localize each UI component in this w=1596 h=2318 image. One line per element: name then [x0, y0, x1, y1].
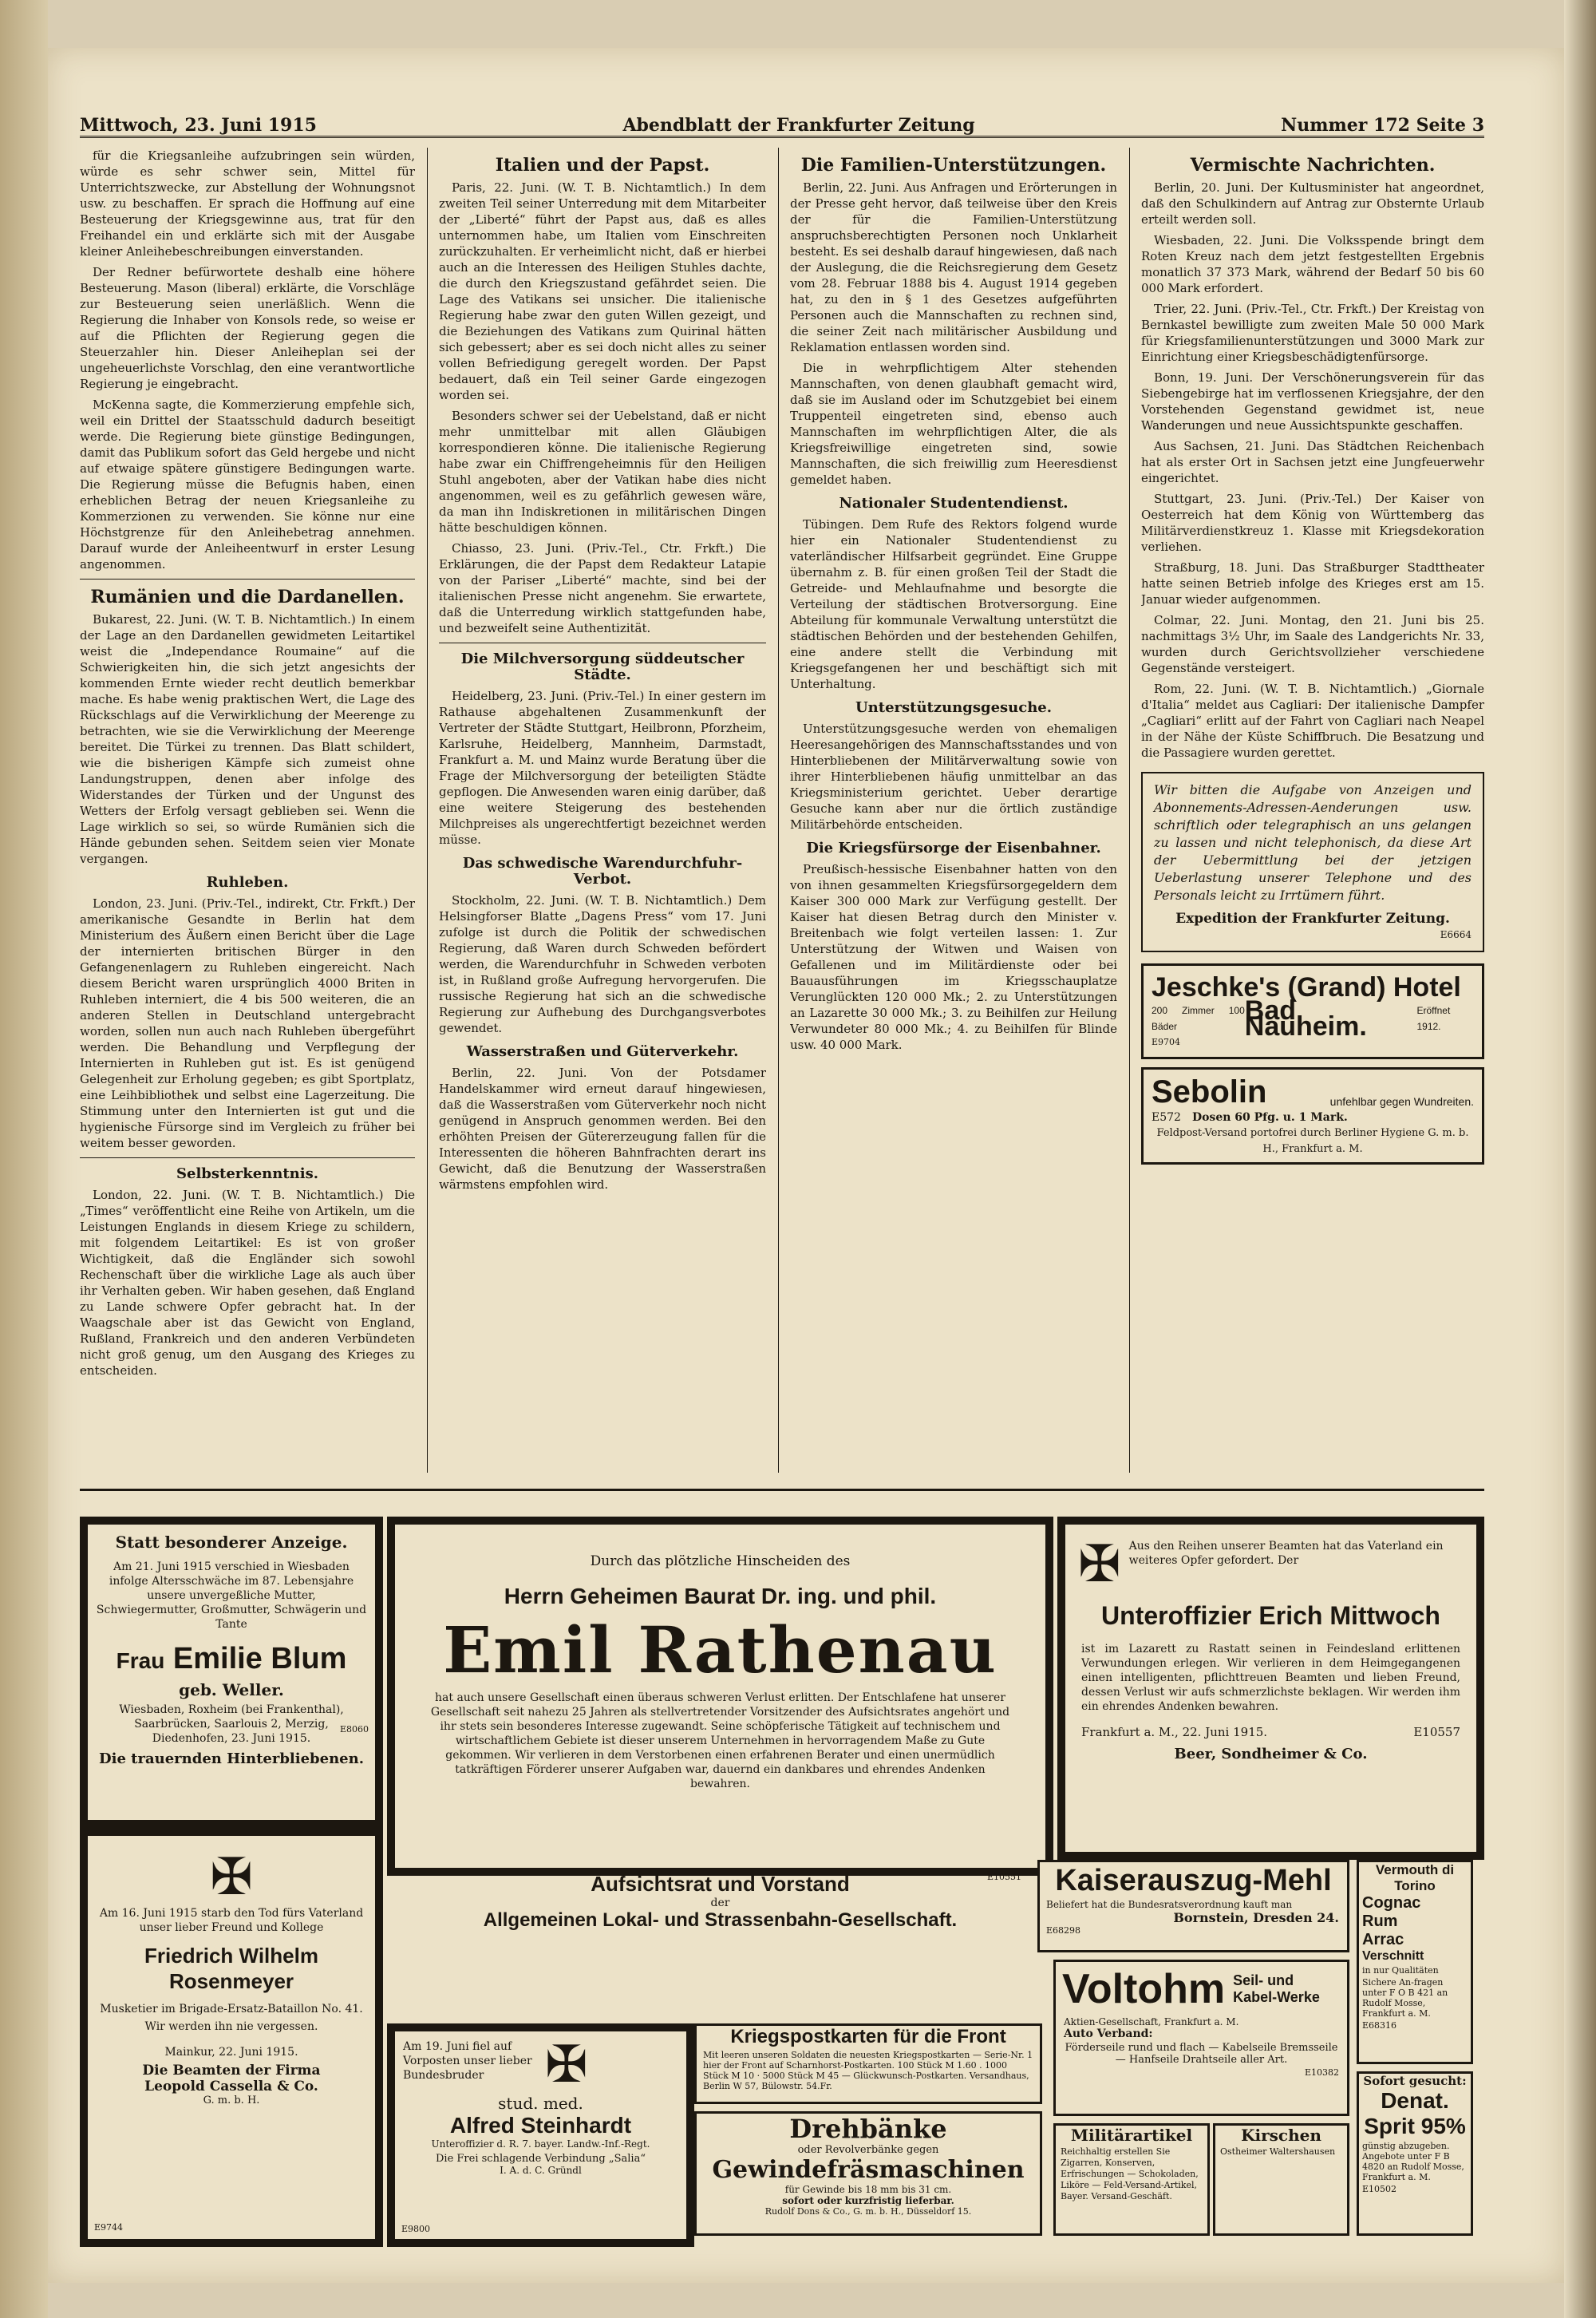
article-text: Chiasso, 23. Juni. (Priv.-Tel., Ctr. Frkft.) Die Erklärungen, die der Papst dem Redakteur Latapie von der Pariser „Liberté“ machte, sind bei der italienischen Presse nicht angenehm. Sie erwartete, daß die Unterredung wirklich stattgefunden habe, und bezweifelt seine Authentizität. [439, 541, 766, 635]
article-text: Berlin, 22. Juni. Aus Anfragen und Erörterungen in der Presse geht hervor, daß teilweise über den Kreis der für die Familien-Unterstützung anspruchsberechtigten Personen noch Unklarheit besteht. Es sei deshalb darauf hingewiesen, daß nach der Auslegung, die die Reichsregierung dem Gesetz vom 28. Februar 1888 bis 4. August 1914 gegeben hat, zu den in § 1 des Gesetzes aufgeführten Personen auch die Mannschaften zu rechnen sind, die seiner Zeit nach militärischer Ausbildung und Reklamation entlassen worden sind. [790, 180, 1117, 354]
ad-item: Rum [1362, 1913, 1398, 1930]
ad-title-2: Gewindefräsmaschinen [712, 2156, 1025, 2184]
deceased-title: Frau [116, 1648, 165, 1673]
notice-head: Statt besonderer Anzeige. [115, 1533, 348, 1552]
sprit-ad [1357, 2071, 1473, 2236]
ad-firm: Rudolf Dons & Co., G. m. b. H., Düsseldorf 15. [764, 2206, 972, 2217]
deceased-name: Alfred Steinhardt [449, 2113, 632, 2138]
ad-head: Sofort gesucht: [1363, 2074, 1467, 2088]
hotel-place: Bad Nauheim. [1244, 995, 1367, 1042]
notice-text: hat auch unsere Gesellschaft einen überaus schweren Verlust erlitten. Der Entschlafene hat unserer Gesellschaft seit nahezu 25 Jahren als stellvertretender Vorsitzender des Aufsichtsrates angehört und ihr stets sein besonderes Interesse zugewandt. Seine schöpferische Tätigkeit auf technischem und wirtschaftlichem Gebiete ist dieser unserem Unternehmen in hervorragendem Maße zu Gute gekommen. Wir verlieren in dem Verstorbenen einen erfahrenen Berater und einen unermüdlich tatkräftigen Förderer unserer Aufgaben war, dauernd ein dankbares und ehrendes Andenken bewahren. [430, 1691, 1010, 1790]
sebolin-name: Sebolin [1152, 1074, 1267, 1110]
sebolin-info: Feldpost-Versand portofrei durch Berliner Hygiene G. m. b. H., Frankfurt a. M. [1156, 1127, 1469, 1155]
death-notice-rathenau [387, 1517, 1053, 1876]
deceased-born: geb. Weller. [179, 1680, 284, 1699]
signature-line: Allgemeinen Lokal- und Strassenbahn-Gesellschaft. [483, 1909, 958, 1931]
ad-title: Voltohm [1062, 1966, 1226, 2012]
column-rule [778, 148, 779, 1473]
deceased-rank: Musketier im Brigade-Ersatz-Bataillon No. 41. [100, 2003, 363, 2015]
deceased-role: stud. med. [498, 2094, 583, 2113]
column-3 [790, 148, 1117, 1477]
notice-text: Am 21. Juni 1915 verschied in Wiesbaden infolge Altersschwäche im 87. Lebensjahre unsere unvergeßliche Mutter, Schwiegermutter, Großmutter, Schwägerin und Tante [96, 1560, 367, 1631]
article-text: Berlin, 22. Juni. Von der Potsdamer Handelskammer wird erneut darauf hingewiesen, daß die Wasserstraßen vom Güterverkehr noch nicht genügend in Anspruch genommen werden. Bei den erhöhten Preisen der Gütererzeugung fallen für die Interessenten die höheren Bahnfrachten derart ins Gewicht, daß die Benutzung der Wasserstraßen wärmstens empfohlen wird. [439, 1066, 766, 1192]
notice-head: Aus den Reihen unserer Beamten hat das Vaterland ein weiteres Opfer gefordert. Der [1128, 1540, 1444, 1567]
article-text: Wiesbaden, 22. Juni. Die Volksspende bringt dem Roten Kreuz nach dem jetzt festgestellten Ergebnis monatlich 37 373 Mark, während der Bedarf 50 bis 60 000 Mark erfordert. [1141, 233, 1484, 295]
article-text: Paris, 22. Juni. (W. T. B. Nichtamtlich.) In dem zweiten Teil seiner Unterredung mit dem Mitarbeiter der „Liberté“ führt der Papst aus, daß es alles unternommen habe, um Italien vom Einschreiten zurückzuhalten. Er verheimlicht nicht, daß er hierbei auch an die Interessen des Heiligen Stuhles dachte, die durch den Kriegszustand gefährdet seien. Die Lage des Vatikans sei unsicher. Die italienische Regierung habe zwar den guten Willen gezeigt, und die Beziehungen des Vatikans zum Quirinal hätten sich gebessert; aber es sei doch nicht alles zu seiner vollen Befriedigung geregelt worden. Der Papst bedauert, daß ein Teil seiner Garde eingezogen worden sei. [439, 180, 766, 402]
ad-code: E9800 [401, 2224, 431, 2234]
divider [80, 579, 415, 580]
ad-title: Drehbänke [789, 2114, 947, 2144]
ad-code: E8060 [339, 1724, 369, 1735]
article-heading: Unterstützungsgesuche. [855, 699, 1053, 716]
notice-text: Am 19. Juni fiel auf Vorposten unser lieber Bundesbruder [403, 2040, 532, 2082]
notice-text: Am 16. Juni 1915 starb den Tod fürs Vaterland unser lieber Freund und Kollege [99, 1907, 364, 1934]
column-1 [80, 148, 415, 1477]
ad-title: Kirschen [1241, 2126, 1321, 2145]
sebolin-ad [1141, 1067, 1484, 1165]
article-text: Trier, 22. Juni. (Priv.-Tel., Ctr. Frkft.) Der Kreistag von Bernkastel bewilligte zum zweiten Male 50 000 Mark für Kriegsfamilienunterstützungen und 3000 Mark zur Einrichtung einer Kriegsbeschädigtenfürsorge. [1141, 302, 1484, 364]
ad-code: E10557 [1413, 1725, 1460, 1739]
ad-title: Militärartikel [1070, 2126, 1193, 2145]
article-heading: Das schwedische Warendurchfuhr-Verbot. [462, 855, 743, 888]
ad-sub: Auto Verband: [1064, 2027, 1153, 2040]
article-text: Colmar, 22. Juni. Montag, den 21. Juni bis 25. nachmittags 3½ Uhr, im Saale des Landgerichts Nr. 33, wurden durch Gerichtsvollzieher verschiedene Gegenstände versteigert. [1141, 613, 1484, 675]
ad-text: Reichhaltig erstellen Sie Zigarren, Konserven, Erfrischungen — Schokoladen, Liköre — Feld-Versand-Artikel, Bayer. Versand-Geschäft. [1061, 2146, 1199, 2201]
death-notice-rosenmeyer [80, 1828, 383, 2247]
signature-line: der [710, 1897, 730, 1909]
notice-signature: I. A. d. C. Gründl [500, 2165, 582, 2176]
article-text: Bonn, 19. Juni. Der Verschönerungsverein für das Siebengebirge hat im verflossenen Kriegsjahre, der den Vorstehenden Gegenstand gewidmet ist, neue Wanderungen und neue Aussichtspunkte geschaffen. [1141, 370, 1484, 433]
ad-code: E10382 [1304, 2067, 1339, 2078]
article-heading: Italien und der Papst. [495, 155, 710, 176]
hotel-rooms: 200 Zimmer 100 Bäder [1152, 1005, 1245, 1032]
ad-text: Förderseile rund und flach — Kabelseile Bremsseile — Hanfseile Drahtseile aller Art. [1065, 2042, 1338, 2066]
article-text: Straßburg, 18. Juni. Das Straßburger Stadttheater hatte seinen Betrieb infolge des Krieges erst am 15. Januar wieder aufgenommen. [1141, 560, 1484, 607]
sebolin-price: Dosen 60 Pfg. u. 1 Mark. [1191, 1111, 1348, 1124]
deceased-name: Emil Rathenau [443, 1612, 998, 1687]
deceased-name: Unteroffizier Erich Mittwoch [1101, 1601, 1440, 1630]
death-notice-steinhardt [387, 2023, 694, 2247]
article-text: Stockholm, 22. Juni. (W. T. B. Nichtamtlich.) Dem Helsingforser Blatte „Dagens Press“ vom 17. Juni zufolge ist durch die Politik der schwedischen Regierung, daß Waren durch Schweden befördert werden, die Warendurchfuhr in Schweden verboten ist, in Rußland große Aufregung hervorgerufen. Die russische Regierung hat sich an die schwedische Regierung zur Aufhebung des Durchgangsverbotes gewendet. [439, 893, 766, 1035]
ad-sub: Beliefert hat die Bundesratsverordnung kauft man [1046, 1899, 1293, 1910]
column-rule [1129, 148, 1130, 1473]
ad-code: E9704 [1152, 1037, 1181, 1047]
deceased-title: Herrn Geheimen Baurat Dr. ing. und phil. [504, 1584, 937, 1608]
issue-number: Nummer 172 Seite 3 [1281, 115, 1484, 136]
article-heading: Selbsterkenntnis. [176, 1165, 318, 1182]
article-text: Stuttgart, 23. Juni. (Priv.-Tel.) Der Kaiser von Oesterreich hat dem König von Württemberg das Militärverdienstkreuz 1. Klasse mit Kriegsdekoration verliehen. [1141, 492, 1484, 554]
page-edge [1564, 0, 1596, 2318]
signature-line: Die Beamten der Firma [142, 2063, 321, 2079]
ad-item: Verschnitt [1362, 1949, 1424, 1963]
ad-title: Kriegspostkarten für die Front [730, 2026, 1006, 2047]
ad-title: Denat. Sprit 95% [1364, 2088, 1466, 2138]
article-text: Die in wehrpflichtigem Alter stehenden Mannschaften, von denen glaubhaft gemacht wird, daß sie im Ausland oder im Schutzgebiet bei einem Truppenteil eingetreten sind, ebenso auch Mannschaften im wehrpflichtigen Alter, die als Kriegsfreiwillige eingetreten sind, sowie Mannschaften, die sich freiwillig zum Heeresdienst gemeldet haben. [790, 361, 1117, 487]
column-4 [1141, 148, 1484, 1477]
jeschke-hotel-ad [1141, 963, 1484, 1059]
signature-line: Aufsichtsrat und Vorstand [591, 1872, 850, 1896]
ad-text: Mit leeren unseren Soldaten die neuesten Kriegspostkarten — Serie-Nr. 1 hier der Front auf Scharnhorst-Postkarten. 100 Stück M 1.60 . 1000 Stück M 10 · 5000 Stück M 45 — Glückwunsch-Postkarten. Versandhaus, Berlin W 57, Bülowstr. 54.Fr. [703, 2050, 1033, 2091]
notice-line: Wir werden ihn nie vergessen. [144, 2020, 318, 2033]
ad-text: in nur Qualitäten [1362, 1965, 1439, 1976]
ad-sub: Seil- und Kabel-Werke [1233, 1972, 1320, 2005]
hotel-opened: Eröffnet 1912. [1416, 1005, 1451, 1032]
notice-signature: Die trauernden Hinterbliebenen. [99, 1750, 364, 1767]
article-text: Heidelberg, 23. Juni. (Priv.-Tel.) In einer gestern im Rathause abgehaltenen Zusammenkunft der Vertreter der Städte Stuttgart, Heilbronn, Pforzheim, Karlsruhe, Heidelberg, Mannheim, Darmstadt, Frankfurt a. M. und Mainz wurde Beratung über die Frage der Milchversorgung der beteiligten Städte gepflogen. Die Anwesenden waren einig darüber, daß eine weitere Steigerung des bestehenden Milchpreises als ungerechtfertigt bezeichnet werden müsse. [439, 689, 766, 847]
ad-code: E10502 [1362, 2184, 1397, 2194]
notice-signature: Beer, Sondheimer & Co. [1174, 1746, 1368, 1762]
article-text: Aus Sachsen, 21. Juni. Das Städtchen Reichenbach hat als erster Ort in Sachsen jetzt eine Jungfeuerwehr eingerichtet. [1141, 439, 1484, 485]
article-heading: Die Familien-Unterstützungen. [800, 155, 1107, 176]
notice-intro: Durch das plötzliche Hinscheiden des [590, 1553, 851, 1569]
ad-code: E9744 [94, 2222, 124, 2233]
signature-line: Leopold Cassella & Co. [144, 2079, 318, 2095]
article-text: Der Redner befürwortete deshalb eine höhere Besteuerung. Mason (liberal) erklärte, die Vorschläge zur Besteuerung seien unerläßlich. Wenn die Regierung die Inhaber von Konsols rede, so weise er auf die Pflichten der Regierung gegen die Steuerzahler hin. Dieser Anleiheplan sei der ungeheuerlichste Vorschlag, den eine verantwortliche Regierung je eingebracht. [80, 265, 415, 391]
article-heading: Vermischte Nachrichten. [1190, 155, 1436, 176]
voltohm-ad [1053, 1960, 1349, 2116]
article-text: McKenna sagte, die Kommerzierung empfehle sich, weil ein Drittel der Staatsschuld dadurch beseitigt werde. Die Regierung biete günstige Bedingungen, damit das Publikum sofort das Geld hergebe und nicht auf etwaige spätere günstigere Bedingungen warte. Die Regierung müsse die Befugnis haben, einen erheblichen Betrag der neuen Kriegsanleihe zu Kommerzionen zu verwenden. Sie könne nur eine Höchstgrenze für den Anleihebetrag annehmen. Darauf wurde der Anleiheentwurf in erster Lesung angenommen. [80, 398, 415, 572]
ad-sub: oder Revolverbänke gegen [797, 2144, 939, 2156]
notice-signature: Die Frei schlagende Verbindung „Salia“ [436, 2153, 646, 2165]
hotel-name: Jeschke's (Grand) Hotel [1152, 972, 1461, 1003]
article-text: für die Kriegsanleihe aufzubringen sein würden, würde es sehr schwer sein, Mittel für Unterrichtszwecke, zur Abstellung der Wohnungsnot usw. zu beschaffen. Er sprach die Hoffnung auf eine Besteuerung der Kriegsgewinne aus, trat für den Freihandel ein und erklärte sich mit der Ausgabe kleiner Anleihebeschreibungen einverstanden. [80, 148, 415, 259]
article-text: Rom, 22. Juni. (W. T. B. Nichtamtlich.) „Giornale d'Italia“ meldet aus Cagliari: Der italienische Dampfer „Cagliari“ erlitt auf der Fahrt von Cagliari nach Neapel in der Nähe der Küste Schiffbruch. Die Besatzung und die Passagiere wurden gerettet. [1141, 682, 1484, 760]
notice-place: Wiesbaden, Roxheim (bei Frankenthal), Saarbrücken, Saarlouis 2, Merzig, Diedenhofen, 23. Juni 1915. [119, 1703, 344, 1745]
iron-cross-icon: ✠ [545, 2035, 588, 2095]
signature-line: G. m. b. H. [203, 2095, 260, 2106]
article-text: Preußisch-hessische Eisenbahner hatten von den von ihnen gesammelten Kriegsfürsorgegeldern dem Kaiser 300 000 Mark zur Verfügung gestellt. Der Kaiser hat diesen Betrag durch den Minister v. Breitenbach wie folgt verteilen lassen: 1. Zur Unterstützung der Witwen und Waisen von Gefallenen und im Militärdienste oder bei Bauausführungen im Kriegsschauplatze Verunglückten 120 000 Mk.; 2. zu Unterstützungen an Lazarette 30 000 Mk.; 3. zu Beihilfen zur Heilung Verwundeter 80 000 Mk.; 4. zu Beihilfen für Blinde usw. 40 000 Mark. [790, 862, 1117, 1052]
notice-place: Frankfurt a. M., 22. Juni 1915. [1081, 1725, 1268, 1739]
expedition-notice [1141, 772, 1484, 952]
ad-item: Cognac [1362, 1894, 1421, 1912]
notice-place: Mainkur, 22. Juni 1915. [164, 2046, 298, 2059]
article-heading: Die Milchversorgung süddeutscher Städte. [460, 651, 745, 683]
article-text: Tübingen. Dem Rufe des Rektors folgend wurde hier ein Nationaler Studentendienst zu vaterländischer Hilfsarbeit gegründet. Eine Gruppe übernahm z. B. für einen großen Teil der Stadt die Getreide- und Mehlaufnahme und besorgte die Verteilung der städtischen Brotversorgung. Eine Abteilung für kommunale Verwaltung unterstützt die städtischen Behörden und der bestehenden Gehilfen, eine andere stellt die Verbindung mit Kriegsgefangenen her und beschäftigt sich mit Unterhaltung. [790, 517, 1117, 691]
feldpost-ad [694, 2023, 1042, 2104]
vermouth-ad [1357, 1860, 1473, 2064]
deceased-name: Friedrich Wilhelm Rosenmeyer [144, 1944, 318, 1993]
death-notice-blum [80, 1517, 383, 1828]
ad-text: für Gewinde bis 18 mm bis 31 cm. [784, 2184, 952, 2195]
ad-code: E68298 [1046, 1925, 1081, 1936]
ad-firm: Bornstein, Dresden 24. [1173, 1910, 1339, 1925]
newspaper-title: Abendblatt der Frankfurter Zeitung [622, 115, 975, 136]
divider [80, 1157, 415, 1158]
article-heading: Nationaler Studentendienst. [839, 495, 1069, 512]
article-text: Berlin, 20. Juni. Der Kultusminister hat angeordnet, daß den Schulkindern auf Antrag zur Obsternte Urlaub erteilt werden soll. [1141, 180, 1484, 227]
ad-title: Kaiserauszug-Mehl [1055, 1864, 1332, 1897]
kirschen-ad [1213, 2123, 1349, 2236]
notice-signature: Expedition der Frankfurter Zeitung. [1175, 911, 1450, 927]
book-spine [0, 0, 48, 2318]
column-2 [439, 148, 766, 1477]
notice-text: ist im Lazarett zu Rastatt seinen in Feindesland erlittenen Verwundungen erlegen. Wir verlieren in dem Heimgegangenen einen intelligenten, pflichttreuen Beamten und lieben Freund, dessen Verlust wir aufs schmerzlichste beklagen. Wir werden ihm ein ehrendes Andenken bewahren. [1081, 1643, 1460, 1713]
ad-text: Sichere An-fragen unter F O B 421 an Rudolf Mosse, Frankfurt a. M. [1362, 1977, 1448, 2019]
ad-code: E10551 [986, 1872, 1021, 1882]
sebolin-use: unfehlbar gegen Wundreiten. [1329, 1095, 1474, 1108]
death-notice-mittwoch [1057, 1517, 1484, 1860]
ad-text: Ostheimer Waltershausen [1220, 2146, 1336, 2157]
deceased-name: Emilie Blum [172, 1642, 347, 1675]
article-heading: Rumänien und die Dardanellen. [90, 587, 405, 607]
article-text: London, 23. Juni. (Priv.-Tel., indirekt, Ctr. Frkft.) Der amerikanische Gesandte in Berlin hat dem Ministerium des Äußern einen Bericht über die Lage der internierten britischen Bürger in den Gefangenenlagern zu Ruhleben eingereicht. Nach diesem Bericht waren ursprünglich 4000 Briten in Ruhleben interniert, die 4 bis 500 weiteren, die an anderen Stellen in Deutschland untergebracht worden, sollen nun auch nach Ruhleben übergeführt werden. Die Behandlung und Verpflegung der Internierten in Ruhleben gut ist. Es ist genügend Gelegenheit zur Erholung gegeben; es gibt Sportplatz, eine Leihbibliothek und selbst eine Lagerzeitung. Die Stimmung unter den Internierten ist gut und die hygienische Fürsorge sind im Vergleich zu früher bei weitem besser geworden. [80, 896, 415, 1150]
ad-title: Vermouth di Torino [1375, 1862, 1455, 1893]
article-heading: Die Kriegsfürsorge der Eisenbahner. [806, 840, 1101, 856]
ad-text: günstig abzugeben. Angebote unter F B 4820 an Rudolf Mosse, Frankfurt a. M. [1362, 2141, 1464, 2182]
article-heading: Ruhleben. [206, 874, 289, 891]
article-text: Unterstützungsgesuche werden von ehemaligen Heeresangehörigen des Mannschaftsstandes und von Hinterbliebenen der Militärverwaltung sowie von ihrer Hinterbliebenen häufig unmittelbar an das Kriegsministerium gerichtet. Ueber derartige Gesuche kann aber nur die örtlich zuständige Militärbehörde entscheiden. [790, 722, 1117, 832]
column-rule [427, 148, 428, 1473]
iron-cross-icon: ✠ [1078, 1535, 1121, 1594]
militaer-ad [1053, 2123, 1210, 2236]
article-heading: Wasserstraßen und Güterverkehr. [466, 1043, 739, 1060]
ad-code: E572 [1152, 1111, 1181, 1124]
issue-date: Mittwoch, 23. Juni 1915 [80, 115, 317, 136]
drehbank-ad [694, 2111, 1042, 2236]
masthead [80, 104, 1484, 138]
ad-code: E6664 [1440, 929, 1472, 940]
deceased-rank: Unteroffizier d. R. 7. bayer. Landw.-Inf.-Regt. [431, 2138, 650, 2150]
iron-cross-icon: ✠ [210, 1848, 253, 1907]
article-text: London, 22. Juni. (W. T. B. Nichtamtlich.) Die „Times“ veröffentlicht eine Reihe von Artikeln, um die Leistungen Englands in diesem Kriege zu schildern, mit folgendem Leitartikel: Es ist von großer Wichtigkeit, daß die Engländer sich sowohl Rechenschaft über die wirkliche Lage als auch über ihr Verhalten geben. Wir haben gesehen, daß England zu Lande schwere Opfer gebracht hat. In der Waagschale aber ist das Gewicht von England, Rußland, Frankreich und den anderen Verbündeten nicht groß genug, um den Ausgang des Krieges zu entscheiden. [80, 1188, 415, 1378]
article-text: Besonders schwer sei der Uebelstand, daß er nicht mehr unmittelbar mit allen Gläubigen korrespondieren könne. Die italienische Regierung habe zwar ein Chiffrengeheimnis für den Heiligen Stuhl angeboten, aber der Vatikan habe dies nicht angenommen, weil es zu gefährlich gewesen wäre, da man ihn Indiskretionen in militärischen Dingen hätte beschuldigen können. [439, 409, 766, 535]
ad-firm: Aktien-Gesellschaft, Frankfurt a. M. [1064, 2016, 1239, 2027]
notice-text: Wir bitten die Aufgabe von Anzeigen und Abonnements-Adressen-Aenderungen usw. schriftlich oder telegraphisch an uns gelangen zu lassen und nicht telephonisch, da diese Art der Uebermittlung bei der jetzigen Ueberlastung unserer Telephone und des Personals leicht zu Irrtümern führt. [1154, 782, 1472, 903]
kaiserauszug-ad [1037, 1860, 1349, 1952]
ad-code: E68316 [1362, 2020, 1397, 2031]
rathenau-signature [387, 1872, 1053, 1932]
ad-text: sofort oder kurzfristig lieferbar. [782, 2195, 954, 2206]
ads-divider [80, 1489, 1484, 1491]
article-text: Bukarest, 22. Juni. (W. T. B. Nichtamtlich.) In einem der Lage an den Dardanellen gewidmeten Leitartikel weist die „Independance Roumaine“ auf die Schwierigkeiten hin, die sich jetzt angesichts der kommenden Ernte wieder recht deutlich bemerkbar mache. Es habe wenig praktischen Wert, die Lage des Rückschlags auf die Verwirklichung der Meerenge zu betrachten, wie sie die Verwirklichung der Meerenge bereitet. Die Türkei zu trennen. Das Blatt schildert, wie die bisherigen Kämpfe sich zumeist ohne Landungstruppen, denen aber infolge des Widerstandes der Türken und der Ungunst des Wetters der Erfolg versagt geblieben sei. Wenn die Lage wirklich so sei, so würde Rumänien sich die Hände gebunden sehen. Seitdem seien vier Monate vergangen. [80, 612, 415, 866]
ad-item: Arrac [1362, 1931, 1404, 1948]
